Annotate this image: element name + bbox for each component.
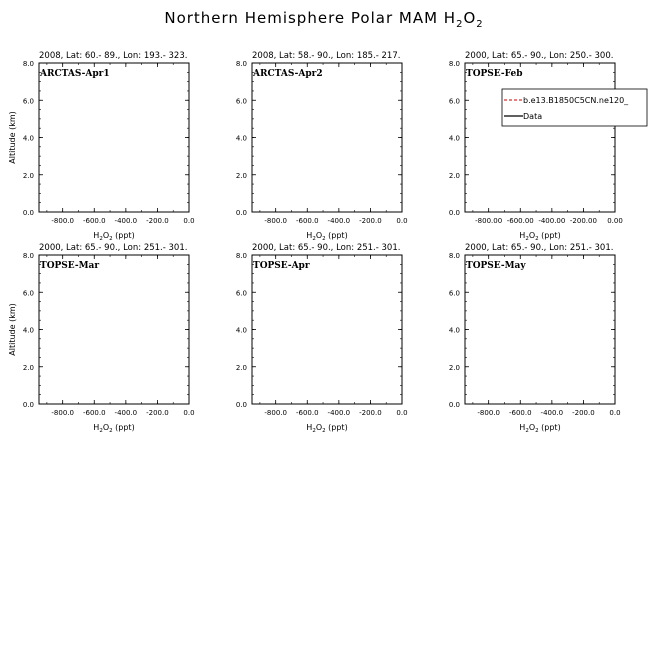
panel-header: 2000, Lat: 65.- 90., Lon: 251.- 301. <box>39 243 188 253</box>
legend-data-label: Data <box>523 112 543 121</box>
title-mid: O <box>463 9 477 27</box>
campaign-label: TOPSE-May <box>466 261 526 271</box>
y-tick-label: 6.0 <box>235 97 247 106</box>
y-tick-label: 0.0 <box>22 401 34 409</box>
title-sub-2: 2 <box>476 19 484 30</box>
x-tick-label: -600.00 <box>506 217 534 225</box>
y-tick-label: 4.0 <box>448 326 460 335</box>
y-tick-label: 8.0 <box>235 60 247 68</box>
y-tick-label: 6.0 <box>22 289 34 298</box>
x-tick-label: -600.0 <box>82 409 106 417</box>
x-axis-label: $H_2O_2$ (ppt) <box>93 423 135 434</box>
x-tick-label: -400.0 <box>114 409 138 417</box>
y-tick-label: 4.0 <box>22 326 34 335</box>
legend-model-label: b.e13.B1850C5CN.ne120_ <box>523 96 629 105</box>
x-tick-label: -600.0 <box>295 409 319 417</box>
y-tick-label: 2.0 <box>235 171 247 180</box>
x-tick-label: 0.0 <box>183 409 195 417</box>
panel-topse-feb <box>449 51 647 242</box>
x-tick-label: -800.00 <box>475 217 503 225</box>
x-tick-label: -400.0 <box>114 217 138 225</box>
y-tick-label: 2.0 <box>235 363 247 372</box>
campaign-label: TOPSE-Mar <box>40 261 100 271</box>
y-tick-label: 8.0 <box>448 252 460 260</box>
x-tick-label: -800.0 <box>264 409 287 417</box>
plot-frame <box>465 63 615 212</box>
y-tick-label: 0.0 <box>235 209 247 217</box>
x-tick-label: -200.0 <box>359 409 382 417</box>
x-axis-label: $H_2O_2$ (ppt) <box>519 231 561 242</box>
x-axis-label: $H_2O_2$ (ppt) <box>519 423 561 434</box>
figure-title <box>164 9 483 30</box>
plot-frame <box>39 63 189 212</box>
x-tick-label: -800.0 <box>51 409 74 417</box>
y-tick-label: 0.0 <box>22 209 34 217</box>
x-tick-label: -200.0 <box>572 409 595 417</box>
panel-grid <box>8 51 647 434</box>
campaign-label: TOPSE-Feb <box>466 69 523 79</box>
y-tick-label: 4.0 <box>448 134 460 143</box>
x-tick-label: -200.0 <box>146 409 169 417</box>
x-axis-label: $H_2O_2$ (ppt) <box>306 423 348 434</box>
panel-topse-may <box>449 243 621 434</box>
y-tick-label: 0.0 <box>235 401 247 409</box>
campaign-label: ARCTAS-Apr1 <box>40 69 110 79</box>
y-tick-label: 4.0 <box>235 326 247 335</box>
panel-arctas-apr1 <box>8 51 195 242</box>
y-tick-label: 6.0 <box>235 289 247 298</box>
x-tick-label: -600.0 <box>295 217 319 225</box>
x-tick-label: 0.0 <box>609 409 621 417</box>
title-sub-1: 2 <box>456 19 464 30</box>
y-tick-label: 8.0 <box>448 60 460 68</box>
y-tick-label: 4.0 <box>22 134 34 143</box>
plot-frame <box>465 255 615 404</box>
y-tick-label: 2.0 <box>22 171 34 180</box>
panel-header: 2008, Lat: 60.- 89., Lon: 193.- 323. <box>39 51 188 61</box>
x-tick-label: -400.0 <box>327 217 351 225</box>
x-tick-label: -400.0 <box>540 409 564 417</box>
x-tick-label: -400.00 <box>538 217 566 225</box>
y-tick-label: 2.0 <box>448 171 460 180</box>
x-tick-label: -200.0 <box>146 217 169 225</box>
y-tick-label: 2.0 <box>448 363 460 372</box>
panel-topse-apr <box>236 243 408 434</box>
x-tick-label: -600.0 <box>508 409 532 417</box>
y-tick-label: 8.0 <box>22 60 34 68</box>
y-tick-label: 4.0 <box>235 134 247 143</box>
y-tick-label: 0.0 <box>448 209 460 217</box>
y-axis-label: Altitude (km) <box>8 303 17 356</box>
panel-header: 2000, Lat: 65.- 90., Lon: 251.- 301. <box>465 243 614 253</box>
campaign-label: TOPSE-Apr <box>253 261 310 271</box>
y-tick-label: 8.0 <box>235 252 247 260</box>
y-tick-label: 6.0 <box>22 97 34 106</box>
x-tick-label: -600.0 <box>82 217 106 225</box>
x-axis-label: $H_2O_2$ (ppt) <box>306 231 348 242</box>
x-tick-label: 0.0 <box>396 409 408 417</box>
x-axis-label: $H_2O_2$ (ppt) <box>93 231 135 242</box>
x-tick-label: 0.00 <box>607 217 623 225</box>
plot-frame <box>252 63 402 212</box>
x-tick-label: -200.00 <box>569 217 597 225</box>
x-tick-label: -800.0 <box>264 217 287 225</box>
x-tick-label: 0.0 <box>396 217 408 225</box>
y-axis-label: Altitude (km) <box>8 111 17 164</box>
x-tick-label: -400.0 <box>327 409 351 417</box>
x-tick-label: -800.0 <box>477 409 500 417</box>
legend <box>502 89 647 126</box>
plot-frame <box>252 255 402 404</box>
x-tick-label: -800.0 <box>51 217 74 225</box>
title-main: Northern Hemisphere Polar MAM H <box>164 9 457 27</box>
x-tick-label: 0.0 <box>183 217 195 225</box>
y-tick-label: 2.0 <box>22 363 34 372</box>
x-tick-label: -200.0 <box>359 217 382 225</box>
y-tick-label: 6.0 <box>448 97 460 106</box>
y-tick-label: 6.0 <box>448 289 460 298</box>
plot-frame <box>39 255 189 404</box>
campaign-label: ARCTAS-Apr2 <box>253 69 323 79</box>
panel-header: 2008, Lat: 58.- 90., Lon: 185.- 217. <box>252 51 401 61</box>
panel-header: 2000, Lat: 65.- 90., Lon: 250.- 300. <box>465 51 614 61</box>
panel-topse-mar <box>8 243 195 434</box>
y-tick-label: 0.0 <box>448 401 460 409</box>
panel-header: 2000, Lat: 65.- 90., Lon: 251.- 301. <box>252 243 401 253</box>
panel-arctas-apr2 <box>236 51 408 242</box>
y-tick-label: 8.0 <box>22 252 34 260</box>
